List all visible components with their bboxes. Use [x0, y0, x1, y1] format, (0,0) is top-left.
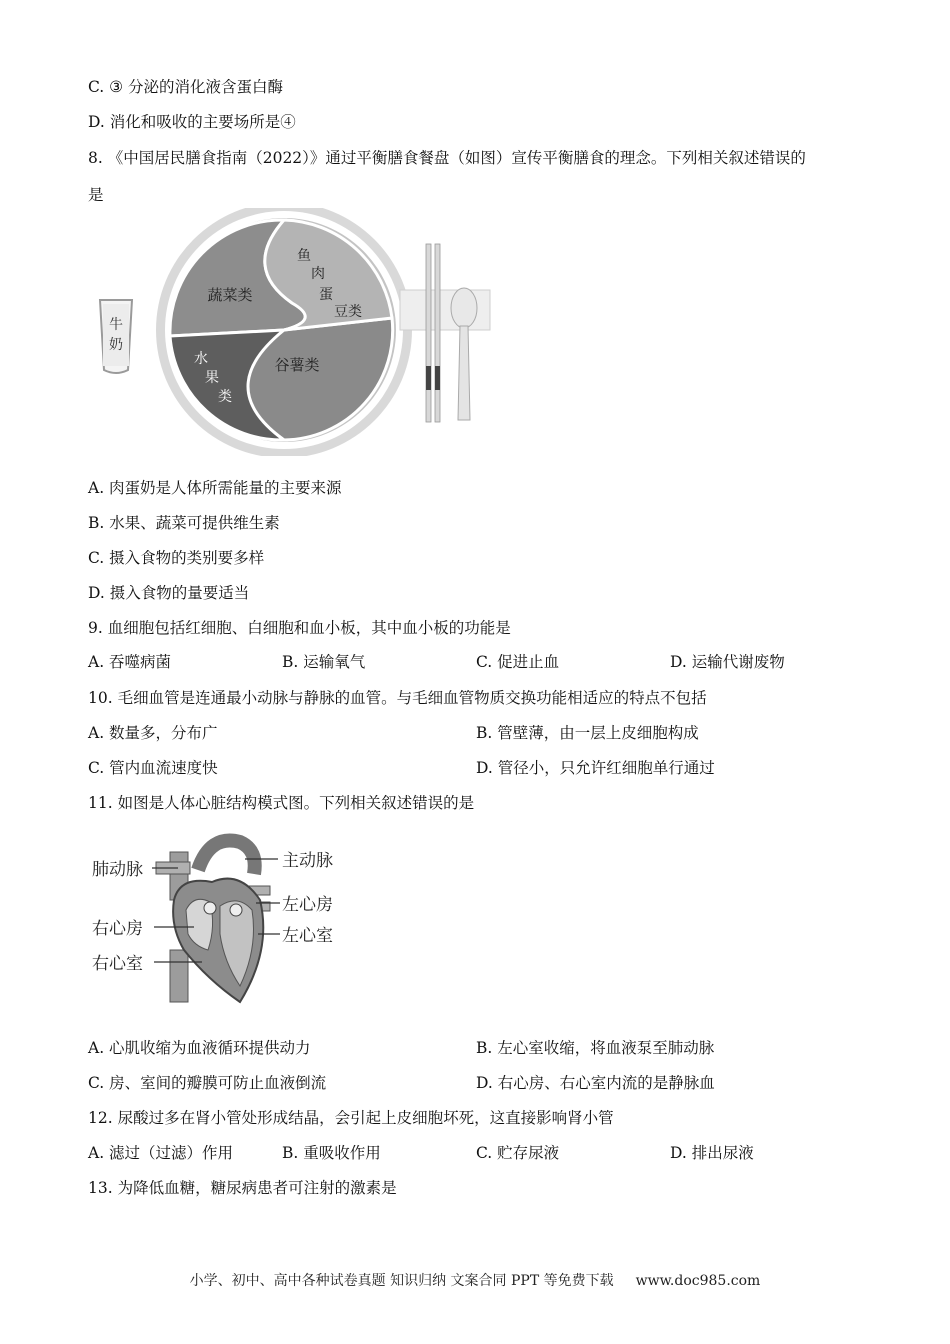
q10-option-b: B. 管壁薄，由一层上皮细胞构成 — [476, 724, 699, 742]
meat-label-4: 豆类 — [334, 304, 362, 320]
right-ventricle-label: 右心室 — [92, 954, 143, 974]
q12-option-c: C. 贮存尿液 — [476, 1144, 560, 1162]
q12-option-d: D. 排出尿液 — [670, 1144, 754, 1162]
q11-stem: 11. 如图是人体心脏结构模式图。下列相关叙述错误的是 — [88, 794, 475, 812]
q9-option-c: C. 促进止血 — [476, 653, 560, 671]
q7-option-c: C. ③ 分泌的消化液含蛋白酶 — [88, 78, 283, 96]
chopsticks-spoon — [400, 244, 490, 422]
q8-stem-line1: 8. 《中国居民膳食指南（2022）》通过平衡膳食餐盘（如图）宣传平衡膳食的理念。下列相关叙述错误的 — [88, 149, 806, 167]
fruit-label-2: 果 — [205, 370, 219, 386]
heart-drawing — [156, 841, 270, 1002]
q12-option-b: B. 重吸收作用 — [282, 1144, 381, 1162]
q8-option-b: B. 水果、蔬菜可提供维生素 — [88, 514, 280, 532]
pulmonary-artery-label: 肺动脉 — [92, 860, 143, 880]
q10-option-d: D. 管径小，只允许红细胞单行通过 — [476, 759, 715, 777]
left-ventricle-label: 左心室 — [282, 926, 333, 946]
heart-structure-figure — [90, 830, 350, 1010]
aorta-label: 主动脉 — [282, 851, 333, 871]
q12-stem: 12. 尿酸过多在肾小管处形成结晶，会引起上皮细胞坏死，这直接影响肾小管 — [88, 1109, 614, 1127]
footer-text: 小学、初中、高中各种试卷真题 知识归纳 文案合同 PPT 等免费下载 — [189, 1273, 614, 1289]
vegetables-label: 蔬菜类 — [207, 286, 253, 304]
q10-option-a: A. 数量多，分布广 — [88, 724, 218, 742]
fruit-label-3: 类 — [218, 389, 232, 405]
meat-label-2: 肉 — [311, 266, 325, 282]
grains-label: 谷薯类 — [274, 356, 320, 374]
q9-stem: 9. 血细胞包括红细胞、白细胞和血小板，其中血小板的功能是 — [88, 619, 511, 637]
meat-label-1: 鱼 — [297, 248, 311, 264]
left-atrium-label: 左心房 — [282, 895, 333, 915]
q9-option-a: A. 吞噬病菌 — [88, 653, 172, 671]
q8-option-a: A. 肉蛋奶是人体所需能量的主要来源 — [88, 479, 342, 497]
footer-url[interactable]: www.doc985.com — [635, 1273, 761, 1289]
q8-stem-line2: 是 — [88, 186, 104, 204]
milk-label-1: 牛 — [109, 317, 123, 333]
q11-option-c: C. 房、室间的瓣膜可防止血液倒流 — [88, 1074, 327, 1092]
q13-stem: 13. 为降低血糖，糖尿病患者可注射的激素是 — [88, 1179, 397, 1197]
right-atrium-label: 右心房 — [92, 919, 143, 939]
q7-option-d: D. 消化和吸收的主要场所是④ — [88, 113, 296, 131]
q11-option-a: A. 心肌收缩为血液循环提供动力 — [88, 1039, 311, 1057]
q10-option-c: C. 管内血流速度快 — [88, 759, 218, 777]
meat-label-3: 蛋 — [319, 287, 333, 303]
q9-option-b: B. 运输氧气 — [282, 653, 366, 671]
fruit-label-1: 水 — [194, 351, 208, 367]
q11-option-d: D. 右心房、右心室内流的是静脉血 — [476, 1074, 715, 1092]
milk-label-2: 奶 — [109, 337, 123, 353]
plate — [156, 208, 412, 456]
q8-option-c: C. 摄入食物的类别要多样 — [88, 549, 265, 567]
q9-option-d: D. 运输代谢废物 — [670, 653, 785, 671]
q11-option-b: B. 左心室收缩，将血液泵至肺动脉 — [476, 1039, 715, 1057]
q8-option-d: D. 摄入食物的量要适当 — [88, 584, 250, 602]
milk-glass — [100, 300, 132, 373]
page-footer — [0, 1270, 950, 1290]
q10-stem: 10. 毛细血管是连通最小动脉与静脉的血管。与毛细血管物质交换功能相适应的特点不包括 — [88, 689, 707, 707]
balanced-diet-plate-figure — [92, 208, 502, 456]
q12-option-a: A. 滤过（过滤）作用 — [88, 1144, 234, 1162]
